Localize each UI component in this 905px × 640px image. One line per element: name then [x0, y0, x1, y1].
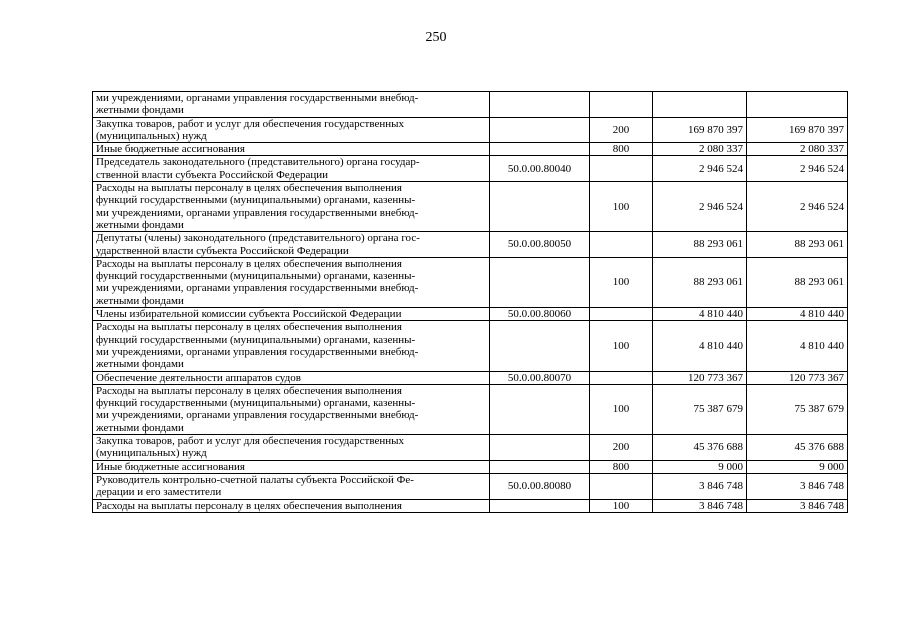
amount-year-2: 9 000	[747, 460, 848, 473]
expense-item-line: Расходы на выплаты персоналу в целях обеспечения выполнения	[96, 384, 402, 397]
expense-item-name	[93, 156, 490, 182]
expense-item-line: жетными фондами	[96, 104, 184, 117]
expense-type-code	[590, 156, 653, 182]
amount-year-1: 169 870 397	[653, 117, 747, 143]
table-row	[93, 257, 848, 307]
expense-item-line: функций государственными (муниципальными) органами, казенны-	[96, 194, 416, 207]
amount-year-2: 4 810 440	[747, 308, 848, 321]
table-row	[93, 499, 848, 512]
expense-item-name	[93, 321, 490, 371]
expense-item-name	[93, 499, 490, 512]
expense-item-line: Депутаты (члены) законодательного (представительного) органа гос-	[96, 232, 420, 245]
amount-year-1: 2 946 524	[653, 182, 747, 232]
amount-year-1: 3 846 748	[653, 473, 747, 499]
expense-type-code: 200	[590, 117, 653, 143]
expense-item-line: жетными фондами	[96, 358, 184, 371]
expense-item-line: ударственной власти субъекта Российской Федерации	[96, 244, 349, 257]
expense-type-code: 100	[590, 321, 653, 371]
expense-item-name	[93, 257, 490, 307]
expense-type-code: 100	[590, 499, 653, 512]
expense-item-line: Закупка товаров, работ и услуг для обеспечения государственных	[96, 117, 405, 130]
expense-type-code: 100	[590, 384, 653, 434]
expense-item-line: функций государственными (муниципальными) органами, казенны-	[96, 397, 416, 410]
target-article-code	[490, 117, 590, 143]
table-row	[93, 143, 848, 156]
expense-item-line: Расходы на выплаты персоналу в целях обеспечения выполнения	[96, 321, 402, 334]
expense-type-code	[590, 232, 653, 258]
budget-table-body	[93, 92, 848, 513]
expense-item-line: жетными фондами	[96, 421, 184, 434]
expense-type-code: 100	[590, 182, 653, 232]
expense-item-line: Расходы на выплаты персоналу в целях обеспечения выполнения	[96, 182, 402, 195]
expense-item-name	[93, 232, 490, 258]
expense-item-name	[93, 182, 490, 232]
amount-year-1: 4 810 440	[653, 308, 747, 321]
expense-type-code: 800	[590, 460, 653, 473]
expense-item-name	[93, 92, 490, 118]
amount-year-2	[747, 92, 848, 118]
expense-type-code	[590, 371, 653, 384]
table-row	[93, 371, 848, 384]
table-row	[93, 156, 848, 182]
amount-year-2: 88 293 061	[747, 257, 848, 307]
expense-item-line: ми учреждениями, органами управления государственными внебюд-	[96, 345, 419, 358]
expense-item-name	[93, 117, 490, 143]
expense-item-line: ми учреждениями, органами управления государственными внебюд-	[96, 206, 419, 219]
amount-year-1	[653, 92, 747, 118]
target-article-code: 50.0.00.80050	[490, 232, 590, 258]
expense-item-line: (муниципальных) нужд	[96, 447, 207, 460]
expense-item-line: ми учреждениями, органами управления государственными внебюд-	[96, 282, 419, 295]
amount-year-2: 2 080 337	[747, 143, 848, 156]
table-row	[93, 473, 848, 499]
amount-year-1: 88 293 061	[653, 257, 747, 307]
amount-year-1: 2 946 524	[653, 156, 747, 182]
amount-year-2: 4 810 440	[747, 321, 848, 371]
amount-year-1: 2 080 337	[653, 143, 747, 156]
target-article-code	[490, 460, 590, 473]
expense-item-line: Председатель законодательного (представительного) органа государ-	[96, 156, 420, 169]
expense-item-line: Закупка товаров, работ и услуг для обеспечения государственных	[96, 435, 405, 448]
expense-type-code	[590, 92, 653, 118]
expense-item-line: Расходы на выплаты персоналу в целях обеспечения выполнения	[96, 257, 402, 270]
target-article-code	[490, 499, 590, 512]
amount-year-2: 45 376 688	[747, 435, 848, 461]
target-article-code: 50.0.00.80080	[490, 473, 590, 499]
amount-year-2: 2 946 524	[747, 182, 848, 232]
target-article-code	[490, 321, 590, 371]
target-article-code	[490, 143, 590, 156]
expense-type-code: 100	[590, 257, 653, 307]
table-row	[93, 232, 848, 258]
expense-item-line: ственной власти субъекта Российской Федерации	[96, 168, 329, 181]
expense-type-code: 200	[590, 435, 653, 461]
table-row	[93, 308, 848, 321]
expense-item-name	[93, 473, 490, 499]
amount-year-2: 120 773 367	[747, 371, 848, 384]
table-row	[93, 321, 848, 371]
expense-item-line: функций государственными (муниципальными) органами, казенны-	[96, 333, 416, 346]
amount-year-1: 45 376 688	[653, 435, 747, 461]
expense-item-line: Иные бюджетные ассигнования	[96, 143, 245, 156]
expense-item-line: (муниципальных) нужд	[96, 129, 207, 142]
target-article-code	[490, 92, 590, 118]
expense-item-line: Расходы на выплаты персоналу в целях обеспечения выполнения	[96, 499, 402, 512]
target-article-code	[490, 384, 590, 434]
expense-item-name	[93, 143, 490, 156]
page-number: 250	[425, 30, 447, 45]
amount-year-2: 2 946 524	[747, 156, 848, 182]
table-row	[93, 460, 848, 473]
expense-type-code	[590, 308, 653, 321]
expense-item-line: Члены избирательной комиссии субъекта Российской Федерации	[96, 308, 402, 321]
budget-table	[92, 91, 848, 513]
amount-year-1: 120 773 367	[653, 371, 747, 384]
table-row	[93, 92, 848, 118]
table-row	[93, 435, 848, 461]
amount-year-1: 9 000	[653, 460, 747, 473]
amount-year-1: 3 846 748	[653, 499, 747, 512]
amount-year-1: 88 293 061	[653, 232, 747, 258]
amount-year-2: 169 870 397	[747, 117, 848, 143]
expense-item-name	[93, 384, 490, 434]
amount-year-2: 88 293 061	[747, 232, 848, 258]
expense-item-line: жетными фондами	[96, 294, 184, 307]
expense-item-line: Иные бюджетные ассигнования	[96, 460, 245, 473]
expense-item-name	[93, 435, 490, 461]
expense-type-code	[590, 473, 653, 499]
expense-item-name	[93, 308, 490, 321]
expense-item-name	[93, 371, 490, 384]
target-article-code: 50.0.00.80040	[490, 156, 590, 182]
expense-item-line: функций государственными (муниципальными) органами, казенны-	[96, 270, 416, 283]
table-row	[93, 117, 848, 143]
expense-item-name	[93, 460, 490, 473]
expense-item-line: Обеспечение деятельности аппаратов судов	[96, 371, 301, 384]
target-article-code	[490, 182, 590, 232]
target-article-code: 50.0.00.80060	[490, 308, 590, 321]
expense-item-line: дерации и его заместители	[96, 486, 222, 499]
expense-item-line: Руководитель контрольно-счетной палаты субъекта Российской Фе-	[96, 473, 414, 486]
target-article-code	[490, 435, 590, 461]
table-row	[93, 384, 848, 434]
expense-type-code: 800	[590, 143, 653, 156]
table-row	[93, 182, 848, 232]
amount-year-2: 3 846 748	[747, 499, 848, 512]
amount-year-1: 75 387 679	[653, 384, 747, 434]
target-article-code	[490, 257, 590, 307]
expense-item-line: ми учреждениями, органами управления государственными внебюд-	[96, 92, 419, 104]
amount-year-2: 3 846 748	[747, 473, 848, 499]
expense-item-line: жетными фондами	[96, 218, 184, 231]
expense-item-line: ми учреждениями, органами управления государственными внебюд-	[96, 409, 419, 422]
target-article-code: 50.0.00.80070	[490, 371, 590, 384]
amount-year-1: 4 810 440	[653, 321, 747, 371]
amount-year-2: 75 387 679	[747, 384, 848, 434]
